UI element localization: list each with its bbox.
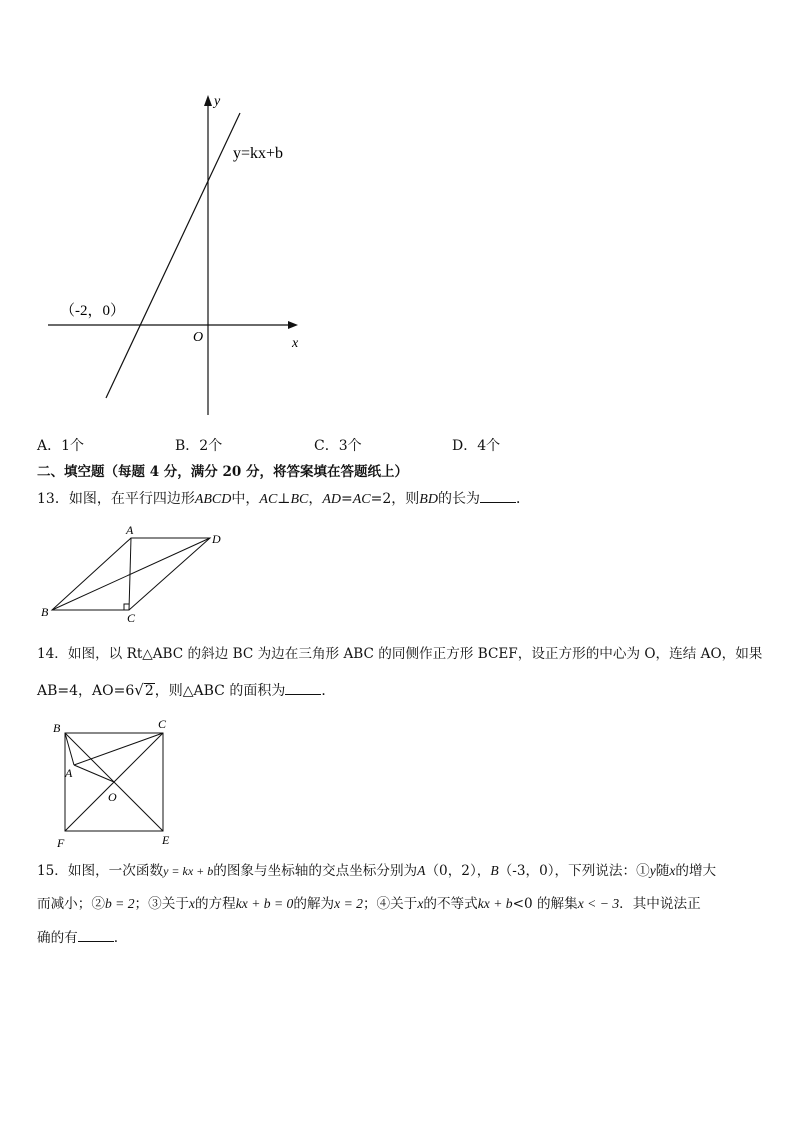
q14-text: ，则△ABC 的面积为 — [154, 683, 286, 699]
question-14-line2 — [37, 681, 335, 700]
label-o: O — [108, 790, 117, 804]
q13-abcd: ABCD — [194, 492, 232, 507]
question-13 — [37, 489, 530, 509]
label-f: F — [57, 836, 65, 850]
q15-text: <0 的解集 — [512, 896, 578, 912]
label-c: C — [158, 717, 167, 731]
q15-end: . — [113, 930, 119, 946]
label-c: C — [127, 611, 136, 624]
q15-function: y = kx + b — [163, 864, 214, 878]
q15-text: 的不等式 — [423, 896, 478, 912]
q13-eq: = — [341, 491, 353, 507]
q13-ac: AC — [259, 492, 278, 507]
q15-text: 而减小；② — [37, 896, 105, 912]
q13-number: 13． — [37, 491, 69, 507]
q13-bd: BD — [419, 492, 438, 507]
sqrt-symbol: √ — [134, 681, 144, 699]
q13-end: ． — [515, 491, 530, 507]
q14-end: ． — [321, 683, 336, 699]
q13-comma: ， — [308, 491, 323, 507]
origin-label: O — [193, 330, 204, 345]
q15-text: 确的有 — [37, 930, 78, 946]
q13-text: 如图，在平行四边形 — [68, 491, 195, 507]
q13-text: =2，则 — [370, 491, 420, 507]
q14-text: AB=4，AO=6 — [37, 683, 135, 699]
q15-text: 的增大 — [675, 863, 717, 879]
q15-text: 的解为 — [293, 896, 335, 912]
section-title: 二、填空题（每题 4 分，满分 20 分，将答案填在答题纸上） — [37, 464, 408, 480]
q15-text: ．其中说法正 — [619, 896, 701, 912]
q15-text: 的图象与坐标轴的交点坐标分别为 — [213, 863, 418, 879]
answer-blank — [78, 928, 114, 942]
label-a: A — [126, 523, 134, 537]
label-d: D — [212, 532, 221, 546]
y-axis-arrow — [204, 95, 212, 106]
q13-ad: AD — [322, 492, 342, 507]
x-axis-label: x — [292, 336, 299, 351]
label-b: B — [53, 721, 61, 735]
linear-function-graph — [40, 85, 320, 425]
segment-ao — [74, 765, 114, 782]
x-axis-arrow — [288, 321, 298, 329]
q15-text: （0，2）， — [425, 863, 491, 879]
sqrt-value: 2 — [144, 683, 154, 699]
q15-equation: kx + b = 0 — [235, 896, 294, 911]
q15-text: ；④关于 — [362, 896, 418, 912]
q15-b-eq: b = 2 — [104, 896, 135, 911]
q15-y: y — [649, 863, 656, 878]
y-axis-label: y — [214, 94, 221, 109]
option-b: B．2个 — [175, 438, 223, 454]
label-b: B — [41, 605, 49, 619]
question-14-line1: 14．如图，以 Rt△ABC 的斜边 BC 为边在三角形 ABC 的同侧作正方形 BCEF，设正方形的中心为 O，连结 AO，如果 — [37, 646, 763, 662]
point-label: （-2，0） — [60, 303, 125, 319]
option-d: D．4个 — [452, 438, 501, 454]
q15-text: 15．如图，一次函数 — [37, 863, 164, 879]
question-15-line2 — [37, 895, 701, 913]
answer-blank — [480, 489, 516, 503]
q15-x: x — [669, 863, 676, 878]
line-label: y=kx+b — [233, 145, 284, 162]
option-a: A．1个 — [37, 438, 85, 454]
question-15-line1 — [37, 862, 716, 880]
q15-point-a: A — [417, 863, 426, 878]
q15-text: 随 — [655, 863, 670, 879]
q15-text: （-3，0），下列说法：① — [498, 863, 650, 879]
q15-x: x — [188, 896, 195, 911]
q15-text: 的方程 — [194, 896, 236, 912]
option-c: C．3个 — [314, 438, 362, 454]
q13-ac2: AC — [352, 492, 371, 507]
q15-text: ；③关于 — [134, 896, 189, 912]
q13-perp: ⊥ — [277, 491, 291, 507]
answer-blank — [285, 681, 321, 695]
q15-solution: x < − 3 — [577, 896, 620, 911]
q13-text: 中， — [231, 491, 260, 507]
label-a: A — [65, 766, 73, 780]
right-angle-mark — [124, 604, 129, 610]
parallelogram-figure — [35, 522, 235, 624]
q15-x: x — [417, 896, 424, 911]
label-e: E — [162, 833, 170, 847]
q15-point-b: B — [490, 863, 499, 878]
segment-ac — [74, 733, 163, 765]
q13-bc: BC — [290, 492, 309, 507]
question-15-line3 — [37, 928, 118, 947]
q15-inequality: kx + b — [477, 896, 513, 911]
q15-x-eq: x = 2 — [334, 896, 363, 911]
function-line — [106, 113, 240, 398]
square-figure — [45, 713, 185, 853]
q13-text: 的长为 — [437, 491, 480, 507]
